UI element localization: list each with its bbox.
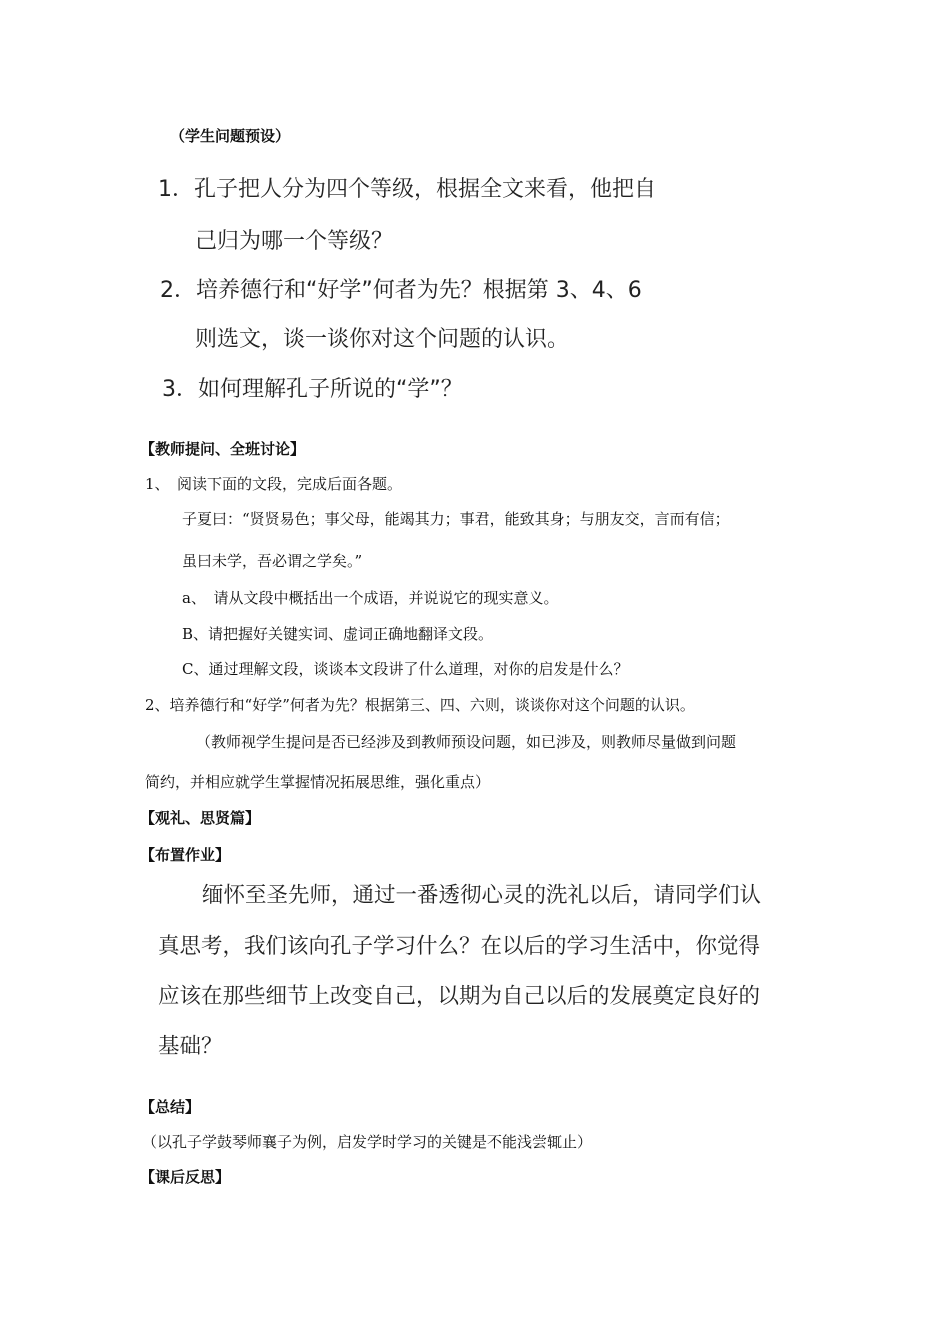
section-reflection-heading: 【课后反思】: [140, 1168, 231, 1186]
homework-line-3: 应该在那些细节上改变自己，以期为自己以后的发展奠定良好的: [158, 984, 761, 1009]
section-homework-heading: 【布置作业】: [140, 846, 231, 864]
homework-line-2: 真思考，我们该向孔子学习什么？在以后的学习生活中，你觉得: [158, 934, 761, 959]
sub-question-c: C、通过理解文段，谈谈本文段讲了什么道理，对你的启发是什么？: [182, 660, 629, 678]
preset-question-2-line-1: 2．培养德行和“好学”何者为先？根据第 3、4、6: [160, 278, 642, 303]
quote-line-2: 虽曰未学，吾必谓之学矣。”: [182, 552, 363, 570]
homework-line-4: 基础？: [158, 1034, 223, 1059]
summary-text: （以孔子学鼓琴师襄子为例，启发学时学习的关键是不能浅尝辄止）: [142, 1133, 593, 1151]
teacher-note-line-2: 简约，并相应就学生掌握情况拓展思维，强化重点）: [145, 773, 491, 791]
section-guanli-heading: 【观礼、思贤篇】: [140, 809, 261, 827]
quote-line-1: 子夏曰：“贤贤易色；事父母，能竭其力；事君，能致其身；与朋友交，言而有信；: [182, 510, 730, 528]
preset-question-1-line-1: 1．孔子把人分为四个等级，根据全文来看，他把自: [158, 177, 656, 202]
section-summary-heading: 【总结】: [140, 1098, 201, 1116]
preset-question-1-line-2: 己归为哪一个等级？: [195, 229, 394, 254]
homework-line-1: 缅怀至圣先师，通过一番透彻心灵的洗礼以后，请同学们认: [202, 883, 762, 908]
preset-question-2-line-2: 则选文，谈一谈你对这个问题的认识。: [195, 327, 570, 352]
preset-question-3: 3．如何理解孔子所说的“学”？: [162, 377, 463, 402]
item-2: 2、培养德行和“好学”何者为先？根据第三、四、六则，谈谈你对这个问题的认识。: [145, 696, 695, 714]
sub-question-a: a、 请从文段中概括出一个成语，并说说它的现实意义。: [182, 589, 559, 607]
sub-question-b: B、请把握好关键实词、虚词正确地翻译文段。: [182, 625, 494, 643]
section-teacher-heading: 【教师提问、全班讨论】: [140, 440, 306, 458]
item-1-title: 1、 阅读下面的文段，完成后面各题。: [145, 475, 403, 493]
teacher-note-line-1: （教师视学生提问是否已经涉及到教师预设问题，如已涉及，则教师尽量做到问题: [196, 733, 737, 751]
preset-heading: （学生问题预设）: [170, 127, 291, 145]
